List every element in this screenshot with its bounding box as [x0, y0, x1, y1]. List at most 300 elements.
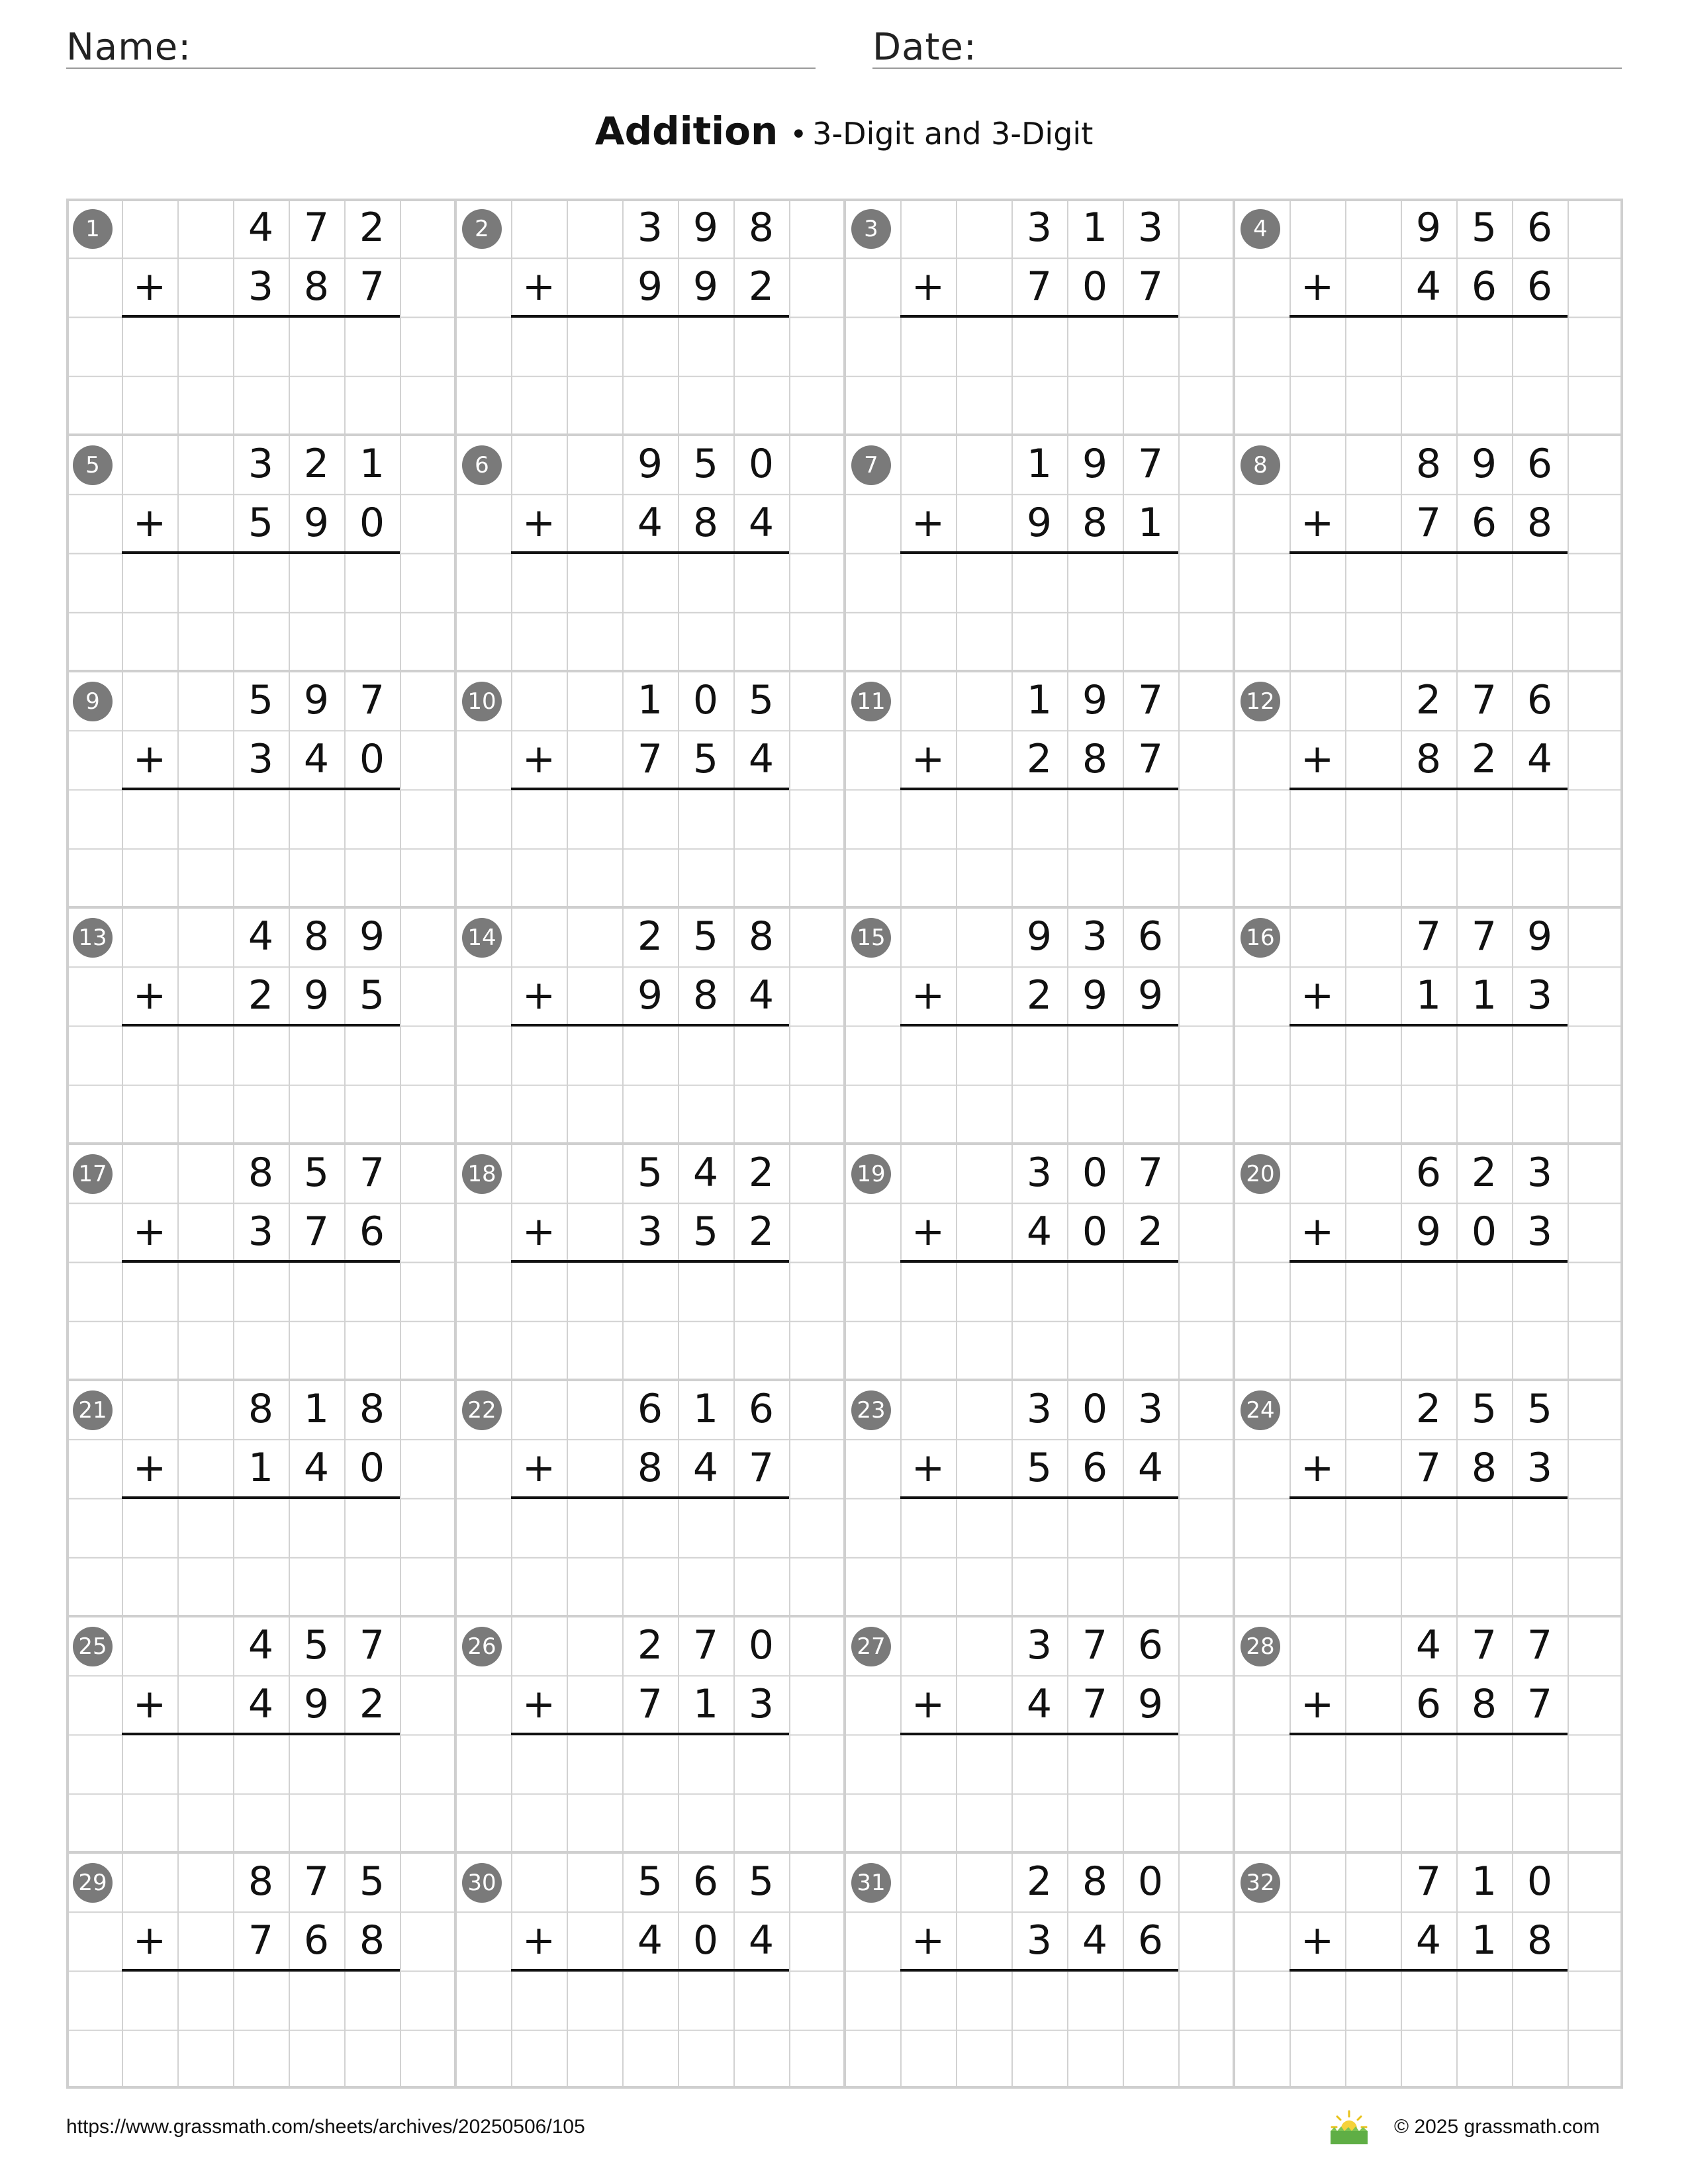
problem-number-badge: 16	[1241, 918, 1280, 958]
title-bullet: •	[790, 118, 808, 152]
top-digit: 1	[692, 1386, 719, 1432]
top-digit: 9	[1026, 913, 1053, 960]
plus-sign: +	[1300, 972, 1335, 1019]
worksheet-title	[0, 105, 1688, 167]
plus-sign: +	[132, 1445, 167, 1491]
bottom-digit: 7	[1415, 1445, 1442, 1492]
bottom-digit: 7	[303, 1208, 330, 1255]
plus-sign: +	[1300, 500, 1335, 546]
title-main: Addition	[594, 109, 778, 154]
bottom-digit: 7	[1137, 263, 1164, 310]
answer-area[interactable]	[511, 1971, 789, 2089]
problem-number-badge: 3	[851, 209, 891, 249]
top-digit: 3	[248, 441, 274, 487]
top-digit: 2	[1415, 1386, 1442, 1432]
bottom-digit: 4	[1415, 263, 1442, 310]
top-digit: 6	[692, 1858, 719, 1905]
answer-area[interactable]	[900, 1026, 1178, 1144]
top-digit: 2	[1026, 1858, 1053, 1905]
problem-block	[455, 907, 845, 1144]
plus-sign: +	[132, 972, 167, 1019]
top-digit: 3	[1026, 1150, 1053, 1196]
top-digit: 2	[1471, 1150, 1497, 1196]
bottom-digit: 4	[1082, 1917, 1108, 1964]
bottom-digit: 9	[1137, 972, 1164, 1019]
bottom-digit: 2	[359, 1681, 385, 1728]
problem-number-badge: 15	[851, 918, 891, 958]
problem-number-badge: 28	[1241, 1627, 1280, 1666]
bottom-digit: 3	[1526, 1445, 1553, 1492]
problem-number-badge: 8	[1241, 445, 1280, 485]
answer-area[interactable]	[511, 553, 789, 672]
problem-block	[1234, 435, 1623, 671]
bottom-digit: 7	[359, 263, 385, 310]
answer-area[interactable]	[511, 1735, 789, 1853]
answer-area[interactable]	[1289, 1262, 1568, 1381]
bottom-digit: 1	[1137, 500, 1164, 547]
bottom-digit: 4	[748, 972, 774, 1019]
top-digit: 5	[303, 1150, 330, 1196]
problem-block	[455, 1380, 845, 1616]
bottom-digit: 5	[692, 1208, 719, 1255]
top-digit: 0	[1137, 1858, 1164, 1905]
plus-sign: +	[132, 736, 167, 782]
top-digit: 7	[359, 1150, 385, 1196]
problem-block	[1234, 671, 1623, 907]
bottom-digit: 4	[637, 1917, 663, 1964]
problem-number-badge: 25	[73, 1627, 113, 1666]
top-digit: 5	[692, 441, 719, 487]
plus-sign: +	[522, 1681, 556, 1727]
plus-sign: +	[911, 736, 945, 782]
bottom-digit: 9	[303, 1681, 330, 1728]
bottom-digit: 9	[692, 263, 719, 310]
top-digit: 7	[1471, 913, 1497, 960]
top-digit: 0	[1526, 1858, 1553, 1905]
problem-block	[845, 1380, 1234, 1616]
top-digit: 5	[692, 913, 719, 960]
bottom-digit: 6	[1415, 1681, 1442, 1728]
top-digit: 1	[1026, 441, 1053, 487]
plus-sign: +	[132, 263, 167, 310]
bottom-digit: 7	[1137, 736, 1164, 783]
top-digit: 3	[1026, 205, 1053, 251]
top-digit: 3	[1137, 205, 1164, 251]
bottom-digit: 7	[637, 1681, 663, 1728]
top-digit: 5	[1471, 205, 1497, 251]
bottom-digit: 3	[1526, 972, 1553, 1019]
answer-area[interactable]	[900, 553, 1178, 672]
problem-block	[845, 1852, 1234, 2089]
problem-number-badge: 27	[851, 1627, 891, 1666]
answer-area[interactable]	[511, 1262, 789, 1381]
problem-block	[845, 435, 1234, 671]
answer-area[interactable]	[122, 790, 400, 908]
bottom-digit: 6	[1526, 263, 1553, 310]
bottom-digit: 8	[1471, 1681, 1497, 1728]
top-digit: 0	[748, 441, 774, 487]
top-digit: 8	[748, 205, 774, 251]
bottom-digit: 5	[1026, 1445, 1053, 1492]
problem-block	[845, 199, 1234, 435]
bottom-digit: 3	[248, 263, 274, 310]
answer-area[interactable]	[511, 790, 789, 908]
answer-area[interactable]	[122, 553, 400, 672]
bottom-digit: 3	[748, 1681, 774, 1728]
answer-area[interactable]	[900, 1498, 1178, 1617]
bottom-digit: 8	[303, 263, 330, 310]
problem-number-badge: 5	[73, 445, 113, 485]
bottom-digit: 6	[359, 1208, 385, 1255]
bottom-digit: 4	[692, 1445, 719, 1492]
bottom-digit: 1	[692, 1681, 719, 1728]
top-digit: 5	[303, 1622, 330, 1668]
problem-block	[1234, 1616, 1623, 1852]
bottom-digit: 8	[1415, 736, 1442, 783]
top-digit: 1	[637, 677, 663, 723]
answer-area[interactable]	[900, 317, 1178, 435]
bottom-digit: 9	[637, 263, 663, 310]
bottom-digit: 0	[359, 500, 385, 547]
plus-sign: +	[911, 972, 945, 1019]
problem-block	[845, 671, 1234, 907]
answer-area[interactable]	[122, 317, 400, 435]
problem-block	[66, 1852, 455, 2089]
top-digit: 3	[1526, 1150, 1553, 1196]
answer-area[interactable]	[1289, 317, 1568, 435]
problem-block	[66, 671, 455, 907]
bottom-digit: 4	[748, 736, 774, 783]
top-digit: 8	[248, 1386, 274, 1432]
footer-url: https://www.grassmath.com/sheets/archives/20250506/105	[66, 2116, 585, 2138]
bottom-digit: 0	[692, 1917, 719, 1964]
top-digit: 7	[1137, 1150, 1164, 1196]
problem-number-badge: 14	[462, 918, 502, 958]
bottom-digit: 5	[248, 500, 274, 547]
problem-block	[66, 1616, 455, 1852]
plus-sign: +	[911, 1208, 945, 1255]
problem-block	[1234, 1852, 1623, 2089]
bottom-digit: 9	[303, 972, 330, 1019]
top-digit: 7	[303, 205, 330, 251]
top-digit: 5	[748, 1858, 774, 1905]
bottom-digit: 4	[1026, 1681, 1053, 1728]
answer-area[interactable]	[1289, 1498, 1568, 1617]
problem-number-badge: 18	[462, 1154, 502, 1194]
bottom-digit: 0	[359, 736, 385, 783]
bottom-digit: 4	[1137, 1445, 1164, 1492]
plus-sign: +	[1300, 1208, 1335, 1255]
bottom-digit: 3	[1026, 1917, 1053, 1964]
bottom-digit: 2	[1026, 972, 1053, 1019]
plus-sign: +	[132, 1917, 167, 1964]
top-digit: 5	[1471, 1386, 1497, 1432]
name-label: Name:	[66, 26, 192, 69]
answer-area[interactable]	[1289, 1735, 1568, 1853]
bottom-digit: 3	[248, 736, 274, 783]
problem-block	[455, 199, 845, 435]
top-digit: 7	[692, 1622, 719, 1668]
bottom-digit: 2	[1471, 736, 1497, 783]
top-digit: 6	[1526, 677, 1553, 723]
bottom-digit: 4	[303, 736, 330, 783]
bottom-digit: 7	[1082, 1681, 1108, 1728]
plus-sign: +	[522, 736, 556, 782]
problem-block	[455, 1144, 845, 1380]
answer-area[interactable]	[122, 1971, 400, 2089]
top-digit: 6	[1415, 1150, 1442, 1196]
bottom-digit: 4	[303, 1445, 330, 1492]
top-digit: 7	[359, 1622, 385, 1668]
top-digit: 5	[637, 1858, 663, 1905]
problem-number-badge: 2	[462, 209, 502, 249]
top-digit: 5	[748, 677, 774, 723]
top-digit: 0	[1082, 1386, 1108, 1432]
top-digit: 8	[248, 1150, 274, 1196]
plus-sign: +	[1300, 1917, 1335, 1964]
top-digit: 4	[692, 1150, 719, 1196]
plus-sign: +	[522, 1208, 556, 1255]
bottom-digit: 4	[748, 500, 774, 547]
problem-number-badge: 23	[851, 1390, 891, 1430]
top-digit: 8	[248, 1858, 274, 1905]
problem-block	[845, 907, 1234, 1144]
bottom-digit: 9	[1082, 972, 1108, 1019]
bottom-digit: 8	[1471, 1445, 1497, 1492]
problem-block	[66, 907, 455, 1144]
plus-sign: +	[911, 1445, 945, 1491]
top-digit: 5	[359, 1858, 385, 1905]
answer-area[interactable]	[1289, 553, 1568, 672]
bottom-digit: 4	[1415, 1917, 1442, 1964]
bottom-digit: 4	[637, 500, 663, 547]
problem-number-badge: 9	[73, 682, 113, 721]
problem-block	[1234, 907, 1623, 1144]
problem-number-badge: 7	[851, 445, 891, 485]
bottom-digit: 2	[1026, 736, 1053, 783]
bottom-digit: 8	[1082, 736, 1108, 783]
grass-sun-logo-icon	[1328, 2109, 1370, 2146]
top-digit: 3	[637, 205, 663, 251]
problem-block	[66, 199, 455, 435]
bottom-digit: 9	[1137, 1681, 1164, 1728]
bottom-digit: 0	[359, 1445, 385, 1492]
bottom-digit: 7	[637, 736, 663, 783]
bottom-digit: 6	[303, 1917, 330, 1964]
top-digit: 7	[1471, 677, 1497, 723]
plus-sign: +	[911, 1917, 945, 1964]
answer-area[interactable]	[1289, 790, 1568, 908]
bottom-digit: 1	[248, 1445, 274, 1492]
top-digit: 9	[1415, 205, 1442, 251]
bottom-digit: 6	[1137, 1917, 1164, 1964]
top-digit: 9	[692, 205, 719, 251]
problem-number-badge: 1	[73, 209, 113, 249]
bottom-digit: 2	[748, 1208, 774, 1255]
answer-area[interactable]	[1289, 1026, 1568, 1144]
answer-area[interactable]	[511, 317, 789, 435]
problem-number-badge: 32	[1241, 1863, 1280, 1903]
top-digit: 9	[1082, 441, 1108, 487]
bottom-digit: 4	[1526, 736, 1553, 783]
top-digit: 1	[1026, 677, 1053, 723]
problem-block	[66, 1380, 455, 1616]
plus-sign: +	[911, 1681, 945, 1727]
bottom-digit: 8	[1526, 500, 1553, 547]
problem-number-badge: 10	[462, 682, 502, 721]
top-digit: 1	[303, 1386, 330, 1432]
top-digit: 6	[1137, 913, 1164, 960]
bottom-digit: 7	[748, 1445, 774, 1492]
top-digit: 6	[748, 1386, 774, 1432]
bottom-digit: 8	[692, 500, 719, 547]
top-digit: 3	[1082, 913, 1108, 960]
bottom-digit: 3	[248, 1208, 274, 1255]
bottom-digit: 5	[692, 736, 719, 783]
plus-sign: +	[132, 1681, 167, 1727]
top-digit: 1	[359, 441, 385, 487]
problem-number-badge: 6	[462, 445, 502, 485]
answer-area[interactable]	[900, 790, 1178, 908]
bottom-digit: 7	[1526, 1681, 1553, 1728]
problem-number-badge: 11	[851, 682, 891, 721]
answer-area[interactable]	[900, 1971, 1178, 2089]
top-digit: 6	[1526, 205, 1553, 251]
problem-number-badge: 31	[851, 1863, 891, 1903]
date-field-line[interactable]	[872, 68, 1622, 69]
top-digit: 9	[1526, 913, 1553, 960]
plus-sign: +	[911, 500, 945, 546]
bottom-digit: 0	[1082, 1208, 1108, 1255]
problem-number-badge: 21	[73, 1390, 113, 1430]
plus-sign: +	[522, 500, 556, 546]
top-digit: 2	[1415, 677, 1442, 723]
bottom-digit: 6	[1471, 500, 1497, 547]
top-digit: 4	[1415, 1622, 1442, 1668]
problem-block	[1234, 199, 1623, 435]
plus-sign: +	[1300, 263, 1335, 310]
top-digit: 7	[1526, 1622, 1553, 1668]
top-digit: 7	[1137, 441, 1164, 487]
plus-sign: +	[522, 972, 556, 1019]
top-digit: 9	[637, 441, 663, 487]
name-field-line[interactable]	[66, 68, 816, 69]
bottom-digit: 8	[637, 1445, 663, 1492]
problem-block	[1234, 1144, 1623, 1380]
plus-sign: +	[522, 1917, 556, 1964]
bottom-digit: 2	[1137, 1208, 1164, 1255]
top-digit: 3	[1026, 1386, 1053, 1432]
bottom-digit: 4	[748, 1917, 774, 1964]
top-digit: 2	[359, 205, 385, 251]
answer-area[interactable]	[511, 1026, 789, 1144]
top-digit: 7	[359, 677, 385, 723]
problem-block	[455, 1852, 845, 2089]
top-digit: 4	[248, 913, 274, 960]
problem-number-badge: 26	[462, 1627, 502, 1666]
top-digit: 9	[359, 913, 385, 960]
bottom-digit: 9	[303, 500, 330, 547]
top-digit: 0	[748, 1622, 774, 1668]
answer-area[interactable]	[122, 1735, 400, 1853]
top-digit: 8	[359, 1386, 385, 1432]
top-digit: 9	[1471, 441, 1497, 487]
answer-area[interactable]	[900, 1262, 1178, 1381]
top-digit: 2	[748, 1150, 774, 1196]
answer-area[interactable]	[122, 1262, 400, 1381]
problem-block	[455, 435, 845, 671]
problem-number-badge: 22	[462, 1390, 502, 1430]
top-digit: 4	[248, 205, 274, 251]
answer-area[interactable]	[122, 1026, 400, 1144]
plus-sign: +	[911, 263, 945, 310]
bottom-digit: 6	[1471, 263, 1497, 310]
top-digit: 2	[637, 913, 663, 960]
top-digit: 8	[1082, 1858, 1108, 1905]
problem-block	[1234, 1380, 1623, 1616]
top-digit: 5	[637, 1150, 663, 1196]
problem-number-badge: 24	[1241, 1390, 1280, 1430]
top-digit: 7	[303, 1858, 330, 1905]
top-digit: 7	[1415, 913, 1442, 960]
bottom-digit: 1	[1471, 1917, 1497, 1964]
problem-number-badge: 17	[73, 1154, 113, 1194]
top-digit: 7	[1471, 1622, 1497, 1668]
bottom-digit: 5	[359, 972, 385, 1019]
bottom-digit: 4	[248, 1681, 274, 1728]
plus-sign: +	[522, 1445, 556, 1491]
top-digit: 0	[692, 677, 719, 723]
top-digit: 4	[248, 1622, 274, 1668]
answer-area[interactable]	[122, 1498, 400, 1617]
top-digit: 7	[1137, 677, 1164, 723]
problem-block	[66, 1144, 455, 1380]
bottom-digit: 8	[1082, 500, 1108, 547]
top-digit: 1	[1082, 205, 1108, 251]
bottom-digit: 3	[1526, 1208, 1553, 1255]
answer-area[interactable]	[1289, 1971, 1568, 2089]
plus-sign: +	[1300, 1445, 1335, 1491]
bottom-digit: 8	[359, 1917, 385, 1964]
bottom-digit: 2	[248, 972, 274, 1019]
problem-number-badge: 20	[1241, 1154, 1280, 1194]
top-digit: 2	[303, 441, 330, 487]
top-digit: 6	[1526, 441, 1553, 487]
bottom-digit: 8	[692, 972, 719, 1019]
bottom-digit: 0	[1471, 1208, 1497, 1255]
top-digit: 6	[637, 1386, 663, 1432]
top-digit: 7	[1415, 1858, 1442, 1905]
bottom-digit: 6	[1082, 1445, 1108, 1492]
plus-sign: +	[132, 500, 167, 546]
title-subtitle: 3-Digit and 3-Digit	[812, 116, 1094, 152]
problem-block	[455, 1616, 845, 1852]
problem-number-badge: 30	[462, 1863, 502, 1903]
bottom-digit: 1	[1415, 972, 1442, 1019]
top-digit: 0	[1082, 1150, 1108, 1196]
problem-block	[66, 435, 455, 671]
problem-block	[845, 1616, 1234, 1852]
problem-number-badge: 29	[73, 1863, 113, 1903]
date-label: Date:	[872, 26, 977, 69]
bottom-digit: 2	[748, 263, 774, 310]
problem-number-badge: 4	[1241, 209, 1280, 249]
bottom-digit: 9	[1415, 1208, 1442, 1255]
plus-sign: +	[1300, 736, 1335, 782]
bottom-digit: 4	[1026, 1208, 1053, 1255]
answer-area[interactable]	[900, 1735, 1178, 1853]
answer-area[interactable]	[511, 1498, 789, 1617]
